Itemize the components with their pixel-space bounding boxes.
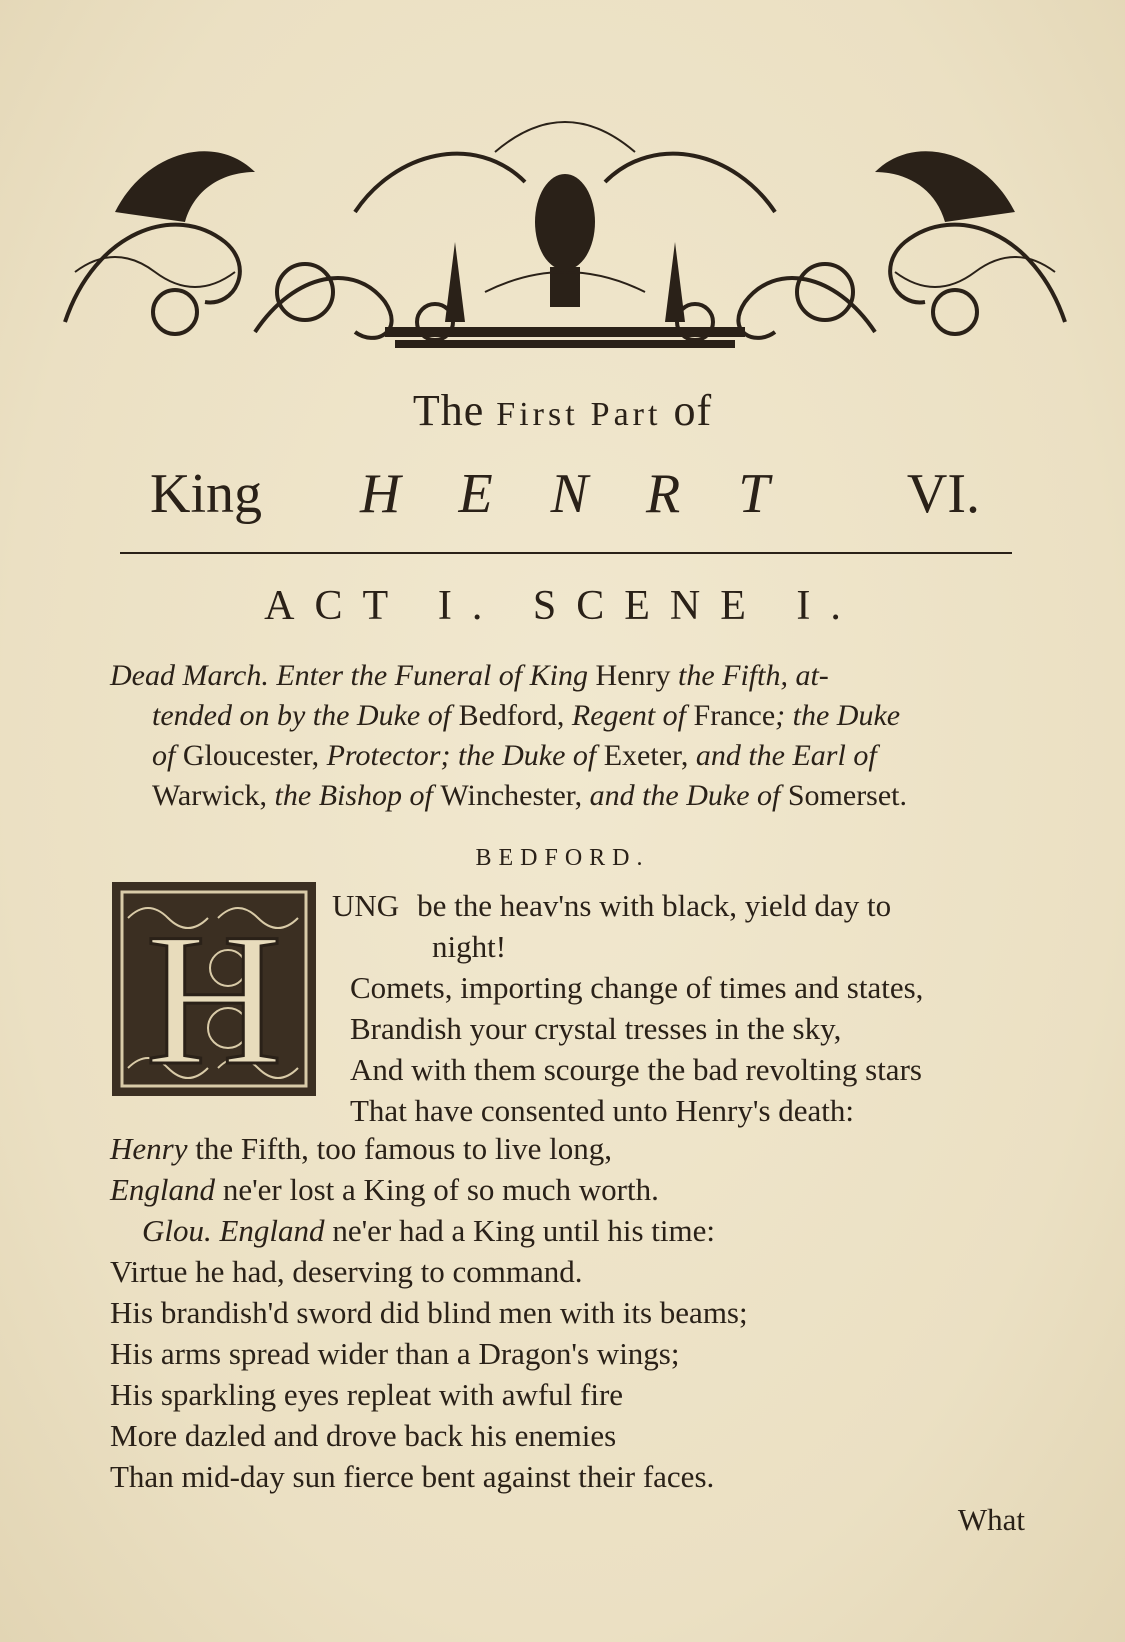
stage-direction-segment: of bbox=[152, 739, 183, 772]
verse-line bbox=[110, 1456, 1030, 1497]
verse-line-text: ne'er lost a King of so much worth. bbox=[215, 1172, 659, 1207]
stage-direction-line bbox=[110, 776, 1022, 816]
stage-direction-segment: France bbox=[693, 699, 776, 732]
title-part: Part bbox=[590, 396, 662, 433]
verse-line-text: the Fifth, too famous to live long, bbox=[187, 1131, 612, 1166]
verse-line: That have consented unto Henry's death: bbox=[350, 1093, 855, 1128]
verse-line bbox=[110, 1333, 1030, 1374]
stage-direction-segment: Exeter, bbox=[603, 739, 689, 772]
verse-line bbox=[110, 1415, 1030, 1456]
verse-line-lead: Glou. England bbox=[142, 1213, 325, 1248]
title-rule bbox=[120, 552, 1012, 554]
stage-direction-line bbox=[110, 736, 1022, 776]
stage-direction bbox=[110, 656, 1022, 816]
verse-line bbox=[110, 1128, 1030, 1169]
verse-line-text: More dazled and drove back his enemies bbox=[110, 1418, 617, 1453]
stage-direction-line bbox=[110, 696, 1022, 736]
title-king: King bbox=[150, 463, 262, 525]
stage-direction-segment: Bedford, bbox=[458, 699, 565, 732]
stage-direction-segment: Somerset. bbox=[787, 779, 908, 812]
stage-direction-segment: Dead March. bbox=[110, 659, 269, 692]
opening-caps: UNG bbox=[332, 888, 400, 923]
stage-direction-segment: and the Earl of bbox=[688, 739, 877, 772]
drop-cap-letter: H bbox=[145, 895, 283, 1100]
verse-line bbox=[110, 1292, 1030, 1333]
verse-line-text: Than mid-day sun fierce bent against their faces. bbox=[110, 1459, 715, 1494]
verse-line bbox=[110, 1251, 1030, 1292]
verse-line bbox=[110, 885, 1030, 926]
verse-continuation bbox=[110, 1128, 1030, 1497]
stage-direction-segment: Gloucester, bbox=[182, 739, 320, 772]
stage-direction-line bbox=[110, 656, 1022, 696]
verse-line-text: ne'er had a King until his time: bbox=[324, 1213, 715, 1248]
ornamental-headpiece bbox=[55, 92, 1075, 354]
stage-direction-segment: ; the Duke bbox=[775, 699, 901, 732]
title-first: First bbox=[496, 396, 579, 433]
stage-direction-segment: Protector; the Duke of bbox=[319, 739, 604, 772]
stage-direction-segment: the Bishop of bbox=[267, 779, 441, 812]
verse-line: Comets, importing change of times and states, bbox=[350, 970, 924, 1005]
stage-direction-segment: Henry bbox=[595, 659, 671, 692]
catchword: What bbox=[957, 1502, 1025, 1537]
opening-rest: be the heav'ns with black, yield day to bbox=[417, 888, 892, 923]
verse-line-text: Virtue he had, deserving to command. bbox=[110, 1254, 583, 1289]
stage-direction-segment: Warwick, bbox=[152, 779, 268, 812]
verse-line-text: His sparkling eyes repleat with awful fire bbox=[110, 1377, 624, 1412]
verse-line-text: His arms spread wider than a Dragon's wings; bbox=[110, 1336, 680, 1371]
verse-line: Brandish your crystal tresses in the sky, bbox=[350, 1011, 842, 1046]
stage-direction-segment: and the Duke of bbox=[582, 779, 788, 812]
verse-line-text: His brandish'd sword did blind men with its beams; bbox=[110, 1295, 748, 1330]
verse-line: And with them scourge the bad revolting stars bbox=[350, 1052, 922, 1087]
act-heading: ACT I. SCENE I. bbox=[264, 583, 861, 629]
title-line-two bbox=[150, 462, 980, 532]
verse-line bbox=[110, 1374, 1030, 1415]
stage-direction-segment: Enter the Funeral of King bbox=[268, 659, 596, 692]
title-line-one bbox=[0, 385, 1125, 436]
title-numeral: VI. bbox=[906, 463, 980, 525]
stage-direction-segment: the Fifth, at- bbox=[670, 659, 829, 692]
verse-line-lead: England bbox=[110, 1172, 216, 1207]
stage-direction-segment: tended on by the Duke of bbox=[152, 699, 459, 732]
verse-line bbox=[110, 1169, 1030, 1210]
speaker-name: BEDFORD. bbox=[475, 845, 650, 871]
stage-direction-segment: Winchester, bbox=[440, 779, 583, 812]
verse-opening bbox=[110, 885, 1030, 1131]
title-henry: HENRT bbox=[360, 463, 828, 525]
title-the: The bbox=[412, 386, 485, 435]
verse-line-lead: Henry bbox=[110, 1131, 188, 1166]
verse-line bbox=[110, 1210, 1030, 1251]
title-of: of bbox=[673, 386, 713, 435]
stage-direction-segment: Regent of bbox=[564, 699, 694, 732]
verse-line: night! bbox=[432, 929, 507, 964]
